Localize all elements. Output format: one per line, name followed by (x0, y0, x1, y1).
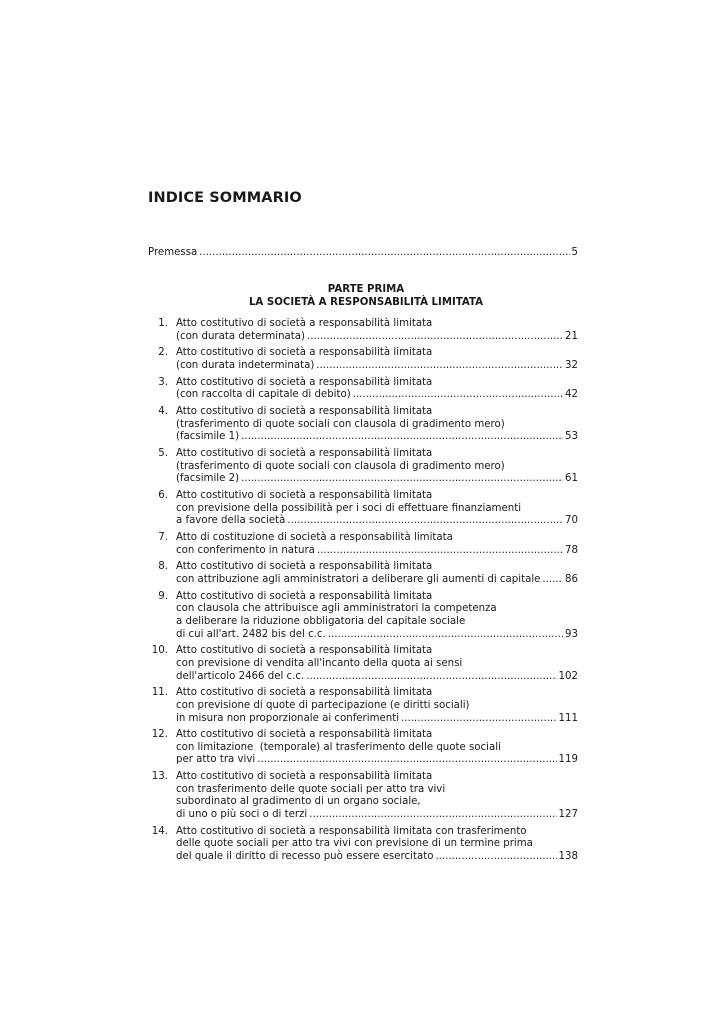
entry-title-line: Atto costitutivo di società a responsabilità limitata (176, 687, 433, 699)
entry-last-line (176, 360, 578, 373)
entry-title-last: dell'articolo 2466 del c.c. (176, 670, 305, 682)
toc-entry[interactable] (148, 645, 578, 683)
toc-entry[interactable] (148, 729, 578, 767)
entry-title-line: con clausola che attribuisce agli amministratori la competenza (176, 603, 497, 615)
toc-entry[interactable] (148, 826, 578, 864)
entry-title-last: in misura non proporzionale ai conferimenti (176, 712, 400, 724)
entry-page-number: 86 (565, 574, 578, 585)
dot-leader (241, 431, 563, 444)
toc-premessa[interactable] (148, 246, 578, 260)
entry-number: 14. (151, 825, 168, 837)
entry-last-line (176, 431, 578, 444)
toc-list (148, 318, 578, 868)
entry-last-line (176, 629, 578, 642)
entry-number: 13. (151, 771, 168, 783)
entry-number: 7. (158, 532, 168, 544)
entry-last-line (176, 671, 578, 684)
entry-page-number: 78 (565, 544, 578, 556)
entry-title-last: di cui all'art. 2482 bis del c.c. (176, 628, 326, 640)
premessa-page: 5 (571, 247, 578, 258)
entry-last-line (176, 809, 578, 822)
entry-page-number: 21 (565, 330, 578, 342)
dot-leader (328, 629, 563, 642)
entry-title-last: a favore della società (176, 515, 286, 527)
entry-last-line (176, 713, 578, 726)
part-heading (148, 284, 578, 309)
entry-title-line: (trasferimento di quote sociali con clausola di gradimento mero) (176, 460, 505, 472)
entry-title-last: (con raccolta di capitale di debito) (176, 389, 351, 401)
entry-page-number: 53 (565, 431, 578, 443)
part-title: LA SOCIETÀ A RESPONSABILITÀ LIMITATA (248, 296, 484, 308)
dot-leader (317, 545, 563, 558)
entry-title-line: (trasferimento di quote sociali con clausola di gradimento mero) (176, 418, 505, 430)
entry-title-line: Atto costitutivo di società a responsabilità limitata (176, 645, 433, 657)
entry-last-line (176, 754, 578, 767)
entry-page-number: 138 (558, 851, 578, 862)
entry-title-last: del quale il diritto di recesso può essere esercitato (176, 851, 434, 862)
entry-title-line: Atto costitutivo di società a responsabilità limitata (176, 406, 433, 418)
toc-entry[interactable] (148, 532, 578, 557)
toc-entry[interactable] (148, 406, 578, 444)
dot-leader (353, 389, 563, 402)
entry-number: 5. (158, 448, 168, 460)
entry-title-line: Atto di costituzione di società a responsabilità limitata (176, 532, 453, 544)
entry-last-line (176, 473, 578, 486)
entry-title-last: (facsimile 2) (176, 473, 240, 485)
entry-number: 6. (158, 490, 168, 502)
dot-leader (241, 473, 563, 486)
entry-page-number: 42 (565, 389, 578, 401)
entry-page-number: 93 (565, 628, 578, 640)
entry-title-line: Atto costitutivo di società a responsabilità limitata (176, 490, 433, 502)
entry-last-line (176, 574, 578, 587)
toc-entry[interactable] (148, 687, 578, 725)
toc-entry[interactable] (148, 377, 578, 402)
entry-title-last: (facsimile 1) (176, 431, 240, 443)
dot-leader (401, 713, 557, 726)
toc-entry[interactable] (148, 591, 578, 641)
entry-title-line: Atto costitutivo di società a responsabilità limitata (176, 376, 433, 388)
entry-title-line: Atto costitutivo di società a responsabilità limitata (176, 561, 433, 573)
entry-title-last: per atto tra vivi (176, 754, 256, 766)
page-title: INDICE SOMMARIO (148, 190, 302, 206)
entry-title-line: Atto costitutivo di società a responsabilità limitata (176, 590, 433, 602)
entry-title-last: con attribuzione agli amministratori a deliberare gli aumenti di capitale (176, 574, 541, 585)
entry-title-last: (con durata determinata) (176, 330, 306, 342)
dot-leader (435, 851, 556, 864)
entry-page-number: 61 (565, 473, 578, 485)
entry-title-line: Atto costitutivo di società a responsabilità limitata (176, 771, 433, 783)
entry-number: 11. (151, 687, 168, 699)
entry-title-last: (con durata indeterminata) (176, 359, 315, 371)
entry-last-line (176, 515, 578, 528)
dot-leader (309, 809, 556, 822)
dot-leader (199, 246, 569, 260)
entry-last-line (176, 331, 578, 344)
entry-page-number: 102 (558, 670, 578, 682)
entry-last-line (176, 545, 578, 558)
entry-number: 10. (151, 645, 168, 657)
entry-title-line: Atto costitutivo di società a responsabilità limitata (176, 729, 433, 741)
dot-leader (306, 671, 556, 684)
entry-page-number: 111 (558, 712, 578, 724)
entry-title-line: con previsione di vendita all'incanto della quota ai sensi (176, 657, 463, 669)
entry-page-number: 32 (565, 359, 578, 371)
entry-number: 8. (158, 561, 168, 573)
entry-page-number: 119 (558, 754, 578, 766)
entry-title-line: a deliberare la riduzione obbligatoria del capitale sociale (176, 615, 466, 627)
entry-number: 1. (158, 318, 168, 329)
entry-title-line: con previsione di quote di partecipazione (e diritti sociali) (176, 699, 470, 711)
entry-number: 2. (158, 347, 168, 359)
entry-title-line: Atto costitutivo di società a responsabilità limitata (176, 347, 433, 359)
entry-title-last: con conferimento in natura (176, 544, 315, 556)
entry-number: 12. (151, 729, 168, 741)
entry-title-line: con trasferimento delle quote sociali per atto tra vivi (176, 783, 446, 795)
entry-page-number: 70 (565, 515, 578, 527)
entry-title-line: Atto costitutivo di società a responsabilità limitata con trasferimento (176, 825, 527, 837)
entry-last-line (176, 851, 578, 864)
entry-number: 4. (158, 406, 168, 418)
entry-title-line: subordinato al gradimento di un organo sociale, (176, 796, 421, 808)
entry-last-line (176, 389, 578, 402)
dot-leader (316, 360, 563, 373)
entry-title-line: con limitazione (temporale) al trasferimento delle quote sociali (176, 741, 501, 753)
entry-title-line: delle quote sociali per atto tra vivi con previsione di un termine prima (176, 838, 533, 850)
dot-leader (257, 754, 556, 767)
dot-leader (287, 515, 563, 528)
entry-title-line: Atto costitutivo di società a responsabilità limitata (176, 318, 433, 329)
part-number: PARTE PRIMA (327, 284, 405, 295)
dot-leader (307, 331, 563, 344)
toc-entry[interactable] (148, 490, 578, 528)
premessa-label: Premessa (148, 247, 198, 258)
entry-number: 3. (158, 376, 168, 388)
entry-title-line: con previsione della possibilità per i soci di effettuare finanziamenti (176, 502, 522, 514)
toc-entry[interactable] (148, 771, 578, 821)
dot-leader (542, 574, 563, 587)
entry-title-line: Atto costitutivo di società a responsabilità limitata (176, 448, 433, 460)
toc-entry[interactable] (148, 561, 578, 586)
toc-entry[interactable] (148, 448, 578, 486)
entry-number: 9. (158, 590, 168, 602)
entry-title-last: di uno o più soci o di terzi (176, 809, 308, 821)
entry-page-number: 127 (558, 809, 578, 821)
toc-entry[interactable] (148, 318, 578, 343)
toc-entry[interactable] (148, 347, 578, 372)
